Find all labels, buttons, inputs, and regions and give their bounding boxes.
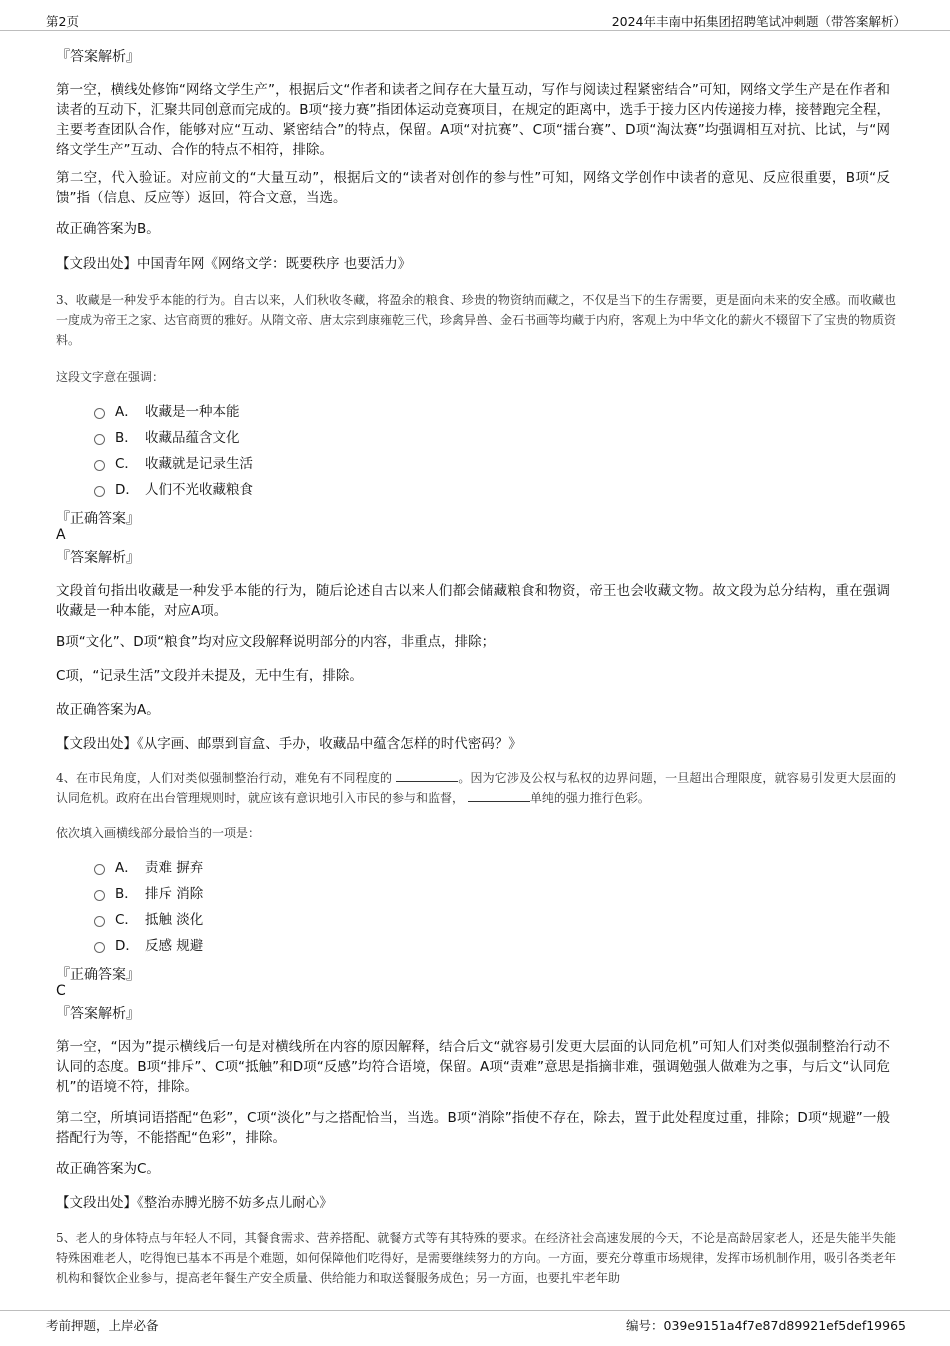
question-4-prompt: 依次填入画横线部分最恰当的一项是：	[56, 826, 261, 840]
radio-icon[interactable]	[94, 408, 105, 419]
page-header	[0, 0, 950, 31]
radio-icon[interactable]	[94, 486, 105, 497]
q4-option-b[interactable]	[94, 881, 203, 903]
answer-analysis-tag: 『答案解析』	[56, 1006, 140, 1022]
document-title: 2024年丰南中拓集团招聘笔试冲刺题（带答案解析）	[611, 14, 906, 29]
q4-option-d[interactable]	[94, 933, 203, 955]
radio-icon[interactable]	[94, 460, 105, 471]
radio-icon[interactable]	[94, 942, 105, 953]
question-4-text: 4、在市民角度，人们对类似强制整治行动，难免有不同程度的 。因为它涉及公权与私权的边界问题，一旦超出合理限度，就容易引发更大层面的认同危机。政府在出台管理规则时，就应该有意识地引入市民的参与和监督， 单纯的强力推行色彩。	[56, 771, 896, 805]
option-text: 收藏是一种本能	[145, 404, 240, 420]
q3-option-a[interactable]	[94, 399, 240, 421]
option-letter: A．	[115, 404, 138, 420]
correct-answer-tag: 『正确答案』	[56, 967, 140, 983]
radio-icon[interactable]	[94, 864, 105, 875]
q3-option-d[interactable]	[94, 477, 253, 499]
option-letter: D．	[115, 482, 139, 498]
option-text: 反感 规避	[145, 938, 204, 954]
option-text: 收藏品蕴含文化	[145, 430, 240, 446]
radio-icon[interactable]	[94, 434, 105, 445]
radio-icon[interactable]	[94, 890, 105, 901]
option-letter: D．	[115, 938, 139, 954]
document-serial: 编号：039e9151a4f7e87d89921ef5def19965	[626, 1318, 906, 1333]
question-5-text: 5、老人的身体特点与年轻人不同，其餐食需求、营养搭配、就餐方式等有其特殊的要求。在经济社会高速发展的今天，不论是高龄居家老人，还是失能半失能特殊困难老人，吃得饱已基本不再是个难题，如何保障他们吃得好，是需要继续努力的方向。一方面，要充分尊重市场规律，发挥市场机制作用，吸引各类老年机构和餐饮企业参与，提高老年餐生产安全质量、供给能力和取送餐服务成色；另一方面，也要扎牢老年助	[56, 1231, 897, 1285]
page-footer	[0, 1310, 950, 1346]
q3-option-b[interactable]	[94, 425, 240, 447]
option-letter: B．	[115, 430, 138, 446]
answer-analysis-tag: 『答案解析』	[56, 550, 140, 566]
analysis-paragraph: 第二空，所填词语搭配“色彩”，C项“淡化”与之搭配恰当，当选。B项“消除”指使不存在，除去，置于此处程度过重，排除；D项“规避”一般搭配行为等，不能搭配“色彩”，排除。	[56, 1110, 890, 1146]
analysis-paragraph: 文段首句指出收藏是一种发乎本能的行为，随后论述自古以来人们都会储藏粮食和物资，帝王也会收藏文物。故文段为总分结构，重在强调收藏是一种本能，对应A项。	[56, 583, 890, 619]
option-text: 人们不光收藏粮食	[145, 482, 253, 498]
option-letter: B．	[115, 886, 138, 902]
fill-blank	[468, 789, 530, 802]
correct-answer-value: C	[56, 983, 66, 999]
radio-icon[interactable]	[94, 916, 105, 927]
q3-option-c[interactable]	[94, 451, 253, 473]
correct-answer-tag: 『正确答案』	[56, 511, 140, 527]
fill-blank	[396, 769, 458, 782]
answer-conclusion: 故正确答案为C。	[56, 1161, 160, 1177]
option-text: 收藏就是记录生活	[145, 456, 253, 472]
analysis-paragraph: 第一空，横线处修饰“网络文学生产”，根据后文“作者和读者之间存在大量互动，写作与阅读过程紧密结合”可知，网络文学生产是在作者和读者的互动下，汇聚共同创意而完成的。B项“接力赛”指团体运动竞赛项目，在规定的距离中，选手于接力区内传递接力棒，接替跑完全程，主要考查团队合作，能够对应“互动、紧密结合”的特点，保留。A项“对抗赛”、C项“擂台赛”、D项“淘汰赛”均强调相互对抗、比试，与“网络文学生产”互动、合作的特点不相符，排除。	[56, 82, 890, 158]
option-text: 排斥 消除	[145, 886, 204, 902]
source-citation: 【文段出处】中国青年网《网络文学：既要秩序 也要活力》	[56, 256, 412, 272]
answer-conclusion: 故正确答案为B。	[56, 221, 160, 237]
source-citation: 【文段出处】《从字画、邮票到盲盒、手办，收藏品中蕴含怎样的时代密码？》	[56, 736, 522, 752]
source-citation: 【文段出处】《整治赤膊光膀不妨多点儿耐心》	[56, 1195, 333, 1211]
answer-conclusion: 故正确答案为A。	[56, 702, 160, 718]
question-3-text: 3、收藏是一种发乎本能的行为。自古以来，人们秋收冬藏，将盈余的粮食、珍贵的物资纳而藏之，不仅是当下的生存需要，更是面向未来的安全感。而收藏也一度成为帝王之家、达官商贾的雅好。从隋文帝、唐太宗到康雍乾三代，珍禽异兽、金石书画等均藏于内府，客观上为中华文化的薪火不辍留下了宝贵的物质资料。	[56, 293, 897, 347]
q4-option-c[interactable]	[94, 907, 203, 929]
option-text: 责难 摒弃	[145, 860, 204, 876]
question-3-prompt: 这段文字意在强调：	[56, 370, 165, 384]
q4-option-a[interactable]	[94, 855, 203, 877]
analysis-paragraph: C项，“记录生活”文段并未提及，无中生有，排除。	[56, 668, 363, 684]
analysis-paragraph: 第一空，“因为”提示横线后一句是对横线所在内容的原因解释，结合后文“就容易引发更大层面的认同危机”可知人们对类似强制整治行动不认同的态度。B项“排斥”、C项“抵触”和D项“反感”均符合语境，保留。A项“责难”意思是指摘非难，强调勉强人做难为之事，与后文“认同危机”的语境不符，排除。	[56, 1039, 890, 1095]
analysis-paragraph: 第二空，代入验证。对应前文的“大量互动”，根据后文的“读者对创作的参与性”可知，网络文学创作中读者的意见、反应很重要，B项“反馈”指（信息、反应等）返回，符合文意，当选。	[56, 170, 890, 206]
footer-slogan: 考前押题，上岸必备	[46, 1318, 159, 1333]
option-letter: C．	[115, 912, 138, 928]
option-letter: A．	[115, 860, 138, 876]
answer-analysis-tag: 『答案解析』	[56, 49, 140, 65]
page-number: 第2页	[46, 14, 79, 29]
analysis-paragraph: B项“文化”、D项“粮食”均对应文段解释说明部分的内容，非重点，排除；	[56, 634, 496, 650]
option-letter: C．	[115, 456, 138, 472]
correct-answer-value: A	[56, 527, 66, 543]
option-text: 抵触 淡化	[145, 912, 204, 928]
